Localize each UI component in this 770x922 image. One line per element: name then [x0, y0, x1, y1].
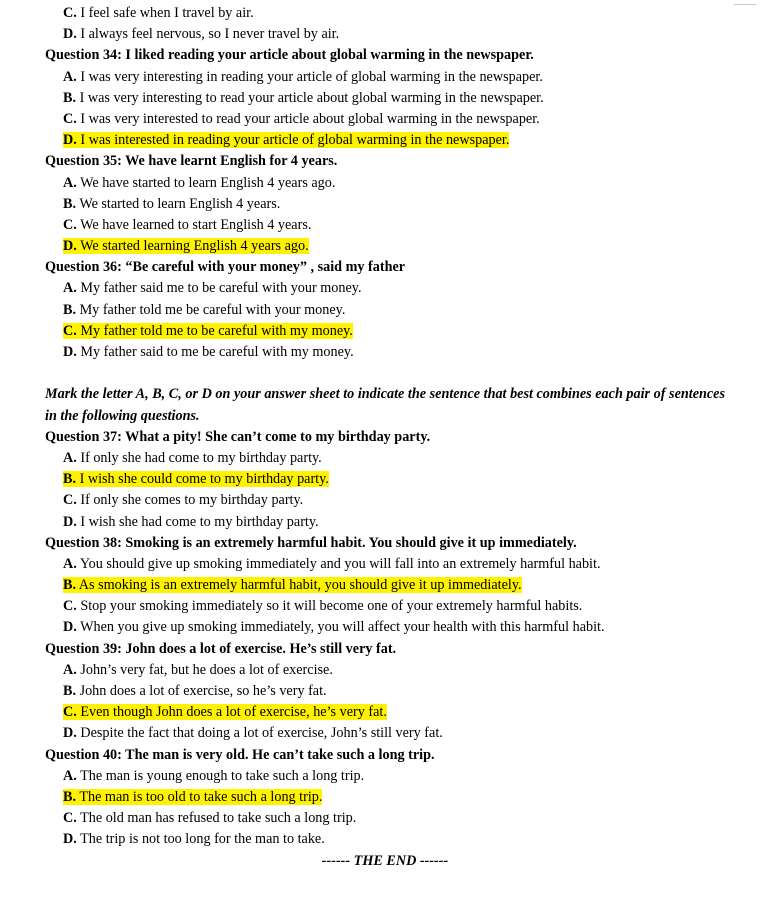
option-letter: B. [63, 301, 77, 318]
option-text: Stop your smoking immediately so it will become one of your extremely harmful habits. [80, 598, 583, 615]
option-text: I was interested in reading your article of global warming in the newspaper. [80, 132, 510, 149]
option-letter: A. [63, 68, 77, 85]
option-content [63, 514, 319, 530]
option-text: I always feel nervous, so I never travel by air. [80, 26, 340, 43]
question-label: Question 37: [45, 428, 122, 445]
question-label: Question 40: [45, 746, 122, 763]
answer-option [45, 702, 735, 723]
highlighted-answer [63, 323, 353, 339]
answer-option [45, 660, 735, 681]
option-letter: A. [63, 767, 77, 784]
answer-option [45, 321, 735, 342]
option-content [63, 26, 339, 42]
option-letter: B. [63, 788, 77, 805]
end-marker: ------ THE END ------ [321, 852, 449, 869]
option-letter: C. [63, 5, 77, 21]
option-text: You should give up smoking immediately and you will fall into an extremely harmful habit. [79, 555, 601, 572]
answer-option [45, 342, 735, 363]
option-letter: D. [63, 513, 77, 530]
question-text: What a pity! She can’t come to my birthday party. [125, 428, 431, 445]
question-text: I liked reading your article about global warming in the newspaper. [125, 47, 534, 64]
option-content [63, 619, 605, 635]
question-block [45, 745, 735, 851]
question-text: Smoking is an extremely harmful habit. You should give it up immediately. [125, 534, 577, 551]
option-letter: A. [63, 555, 77, 572]
answer-option [45, 215, 735, 236]
option-content [63, 175, 335, 191]
option-content [63, 662, 333, 678]
section-2-questions [45, 427, 735, 851]
option-text: I was very interesting in reading your article of global warming in the newspaper. [80, 68, 543, 85]
option-content [63, 69, 543, 85]
option-content [63, 302, 345, 318]
section-1-questions [45, 45, 735, 363]
question-label: Question 39: [45, 640, 122, 657]
option-text: We have started to learn English 4 years ago. [80, 174, 336, 191]
option-content [63, 810, 356, 826]
option-letter: B. [63, 471, 77, 488]
question-block [45, 45, 735, 151]
question-block [45, 639, 735, 745]
answer-option [45, 130, 735, 151]
option-letter: A. [63, 661, 77, 678]
option-text: Even though John does a lot of exercise, he’s very fat. [80, 704, 387, 721]
carryover-options [45, 3, 735, 45]
option-text: Despite the fact that doing a lot of exercise, John’s still very fat. [80, 725, 443, 742]
option-text: I wish she could come to my birthday party. [79, 471, 329, 488]
option-content [63, 725, 443, 741]
option-text: If only she had come to my birthday party. [80, 449, 322, 466]
option-letter: C. [63, 110, 77, 127]
question-label: Question 34: [45, 47, 122, 64]
option-text: The man is too old to take such a long trip. [79, 788, 323, 805]
option-content [63, 831, 325, 847]
option-text: We started to learn English 4 years. [79, 195, 281, 212]
question-text: The man is very old. He can’t take such a long trip. [125, 746, 435, 763]
highlighted-answer [63, 132, 509, 148]
answer-option [45, 278, 735, 299]
option-content [63, 492, 303, 508]
question-stem [45, 151, 735, 172]
answer-option [45, 3, 735, 24]
question-block [45, 533, 735, 639]
option-text: I wish she had come to my birthday party. [80, 513, 319, 530]
option-content [63, 111, 540, 127]
highlighted-answer [63, 577, 522, 593]
answer-option [45, 829, 735, 850]
section-instruction: Mark the letter A, B, C, or D on your answer sheet to indicate the sentence that best combines each pair of sentences in the following questions. [45, 386, 725, 424]
answer-option [45, 194, 735, 215]
option-letter: C. [63, 598, 77, 615]
option-text: I feel safe when I travel by air. [80, 5, 254, 21]
option-letter: C. [63, 216, 77, 233]
highlighted-answer [63, 789, 322, 805]
option-letter: D. [63, 344, 77, 360]
option-text: If only she comes to my birthday party. [80, 492, 304, 509]
option-text: We started learning English 4 years ago. [80, 238, 309, 255]
answer-option [45, 787, 735, 808]
option-letter: D. [63, 238, 77, 255]
answer-option [45, 681, 735, 702]
option-letter: B. [63, 683, 77, 700]
option-content [63, 450, 322, 466]
question-stem [45, 533, 735, 554]
question-stem [45, 639, 735, 660]
answer-option [45, 173, 735, 194]
answer-option [45, 67, 735, 88]
option-letter: B. [63, 577, 77, 594]
option-letter: D. [63, 831, 77, 848]
answer-option [45, 766, 735, 787]
option-text: I was very interesting to read your article about global warming in the newspaper. [79, 89, 544, 106]
answer-option [45, 88, 735, 109]
question-text: We have learnt English for 4 years. [125, 153, 338, 170]
option-letter: D. [63, 619, 77, 636]
option-letter: D. [63, 132, 77, 149]
option-text: My father told me be careful with your money. [79, 301, 346, 318]
question-text: “Be careful with your money” , said my father [125, 259, 406, 276]
option-content [63, 768, 364, 784]
option-letter: D. [63, 26, 77, 43]
answer-option [45, 808, 735, 829]
section-gap [45, 363, 735, 384]
question-label: Question 36: [45, 259, 122, 276]
option-content [63, 196, 280, 212]
answer-option [45, 300, 735, 321]
option-text: We have learned to start English 4 years. [80, 216, 312, 233]
answer-option [45, 469, 735, 490]
option-content [63, 90, 544, 106]
option-text: John does a lot of exercise, so he’s very fat. [79, 683, 327, 700]
page-corner-mark [734, 0, 756, 5]
question-stem [45, 427, 735, 448]
option-text: My father said to me be careful with my money. [80, 344, 354, 360]
question-label: Question 38: [45, 534, 122, 551]
option-text: The old man has refused to take such a long trip. [80, 810, 357, 827]
option-text: John’s very fat, but he does a lot of exercise. [80, 661, 333, 678]
question-text: John does a lot of exercise. He’s still very fat. [125, 640, 397, 657]
option-content [63, 683, 327, 699]
option-text: As smoking is an extremely harmful habit, you should give it up immediately. [78, 577, 522, 594]
option-text: The trip is not too long for the man to take. [80, 831, 325, 848]
option-letter: C. [63, 322, 77, 339]
option-content [63, 344, 354, 360]
question-block [45, 257, 735, 363]
option-text: The man is young enough to take such a long trip. [80, 767, 365, 784]
answer-option [45, 236, 735, 257]
option-letter: C. [63, 810, 77, 827]
question-block [45, 151, 735, 257]
question-stem [45, 745, 735, 766]
document-page [45, 3, 735, 872]
answer-option [45, 596, 735, 617]
answer-option [45, 109, 735, 130]
option-letter: A. [63, 174, 77, 191]
answer-option [45, 723, 735, 744]
question-stem [45, 45, 735, 66]
answer-option [45, 24, 735, 45]
option-letter: C. [63, 704, 77, 721]
highlighted-answer [63, 238, 309, 254]
option-content [63, 280, 362, 296]
question-label: Question 35: [45, 153, 122, 170]
answer-option [45, 512, 735, 533]
option-letter: A. [63, 280, 77, 297]
option-content [63, 598, 582, 614]
option-letter: C. [63, 492, 77, 509]
answer-option [45, 617, 735, 638]
answer-option [45, 575, 735, 596]
question-stem [45, 257, 735, 278]
option-content [63, 217, 311, 233]
option-text: I was very interested to read your article about global warming in the newspaper. [80, 110, 540, 127]
highlighted-answer [63, 471, 329, 487]
highlighted-answer [63, 704, 387, 720]
answer-option [45, 448, 735, 469]
option-letter: A. [63, 449, 77, 466]
option-letter: B. [63, 89, 77, 106]
option-content [63, 556, 601, 572]
answer-option [45, 554, 735, 575]
option-text: When you give up smoking immediately, you will affect your health with this harmful habit. [80, 619, 605, 636]
option-text: My father told me to be careful with my money. [80, 322, 353, 339]
option-letter: B. [63, 195, 77, 212]
option-text: My father said me to be careful with your money. [80, 280, 362, 297]
question-block [45, 427, 735, 533]
answer-option [45, 490, 735, 511]
option-letter: D. [63, 725, 77, 742]
option-content [63, 5, 254, 21]
